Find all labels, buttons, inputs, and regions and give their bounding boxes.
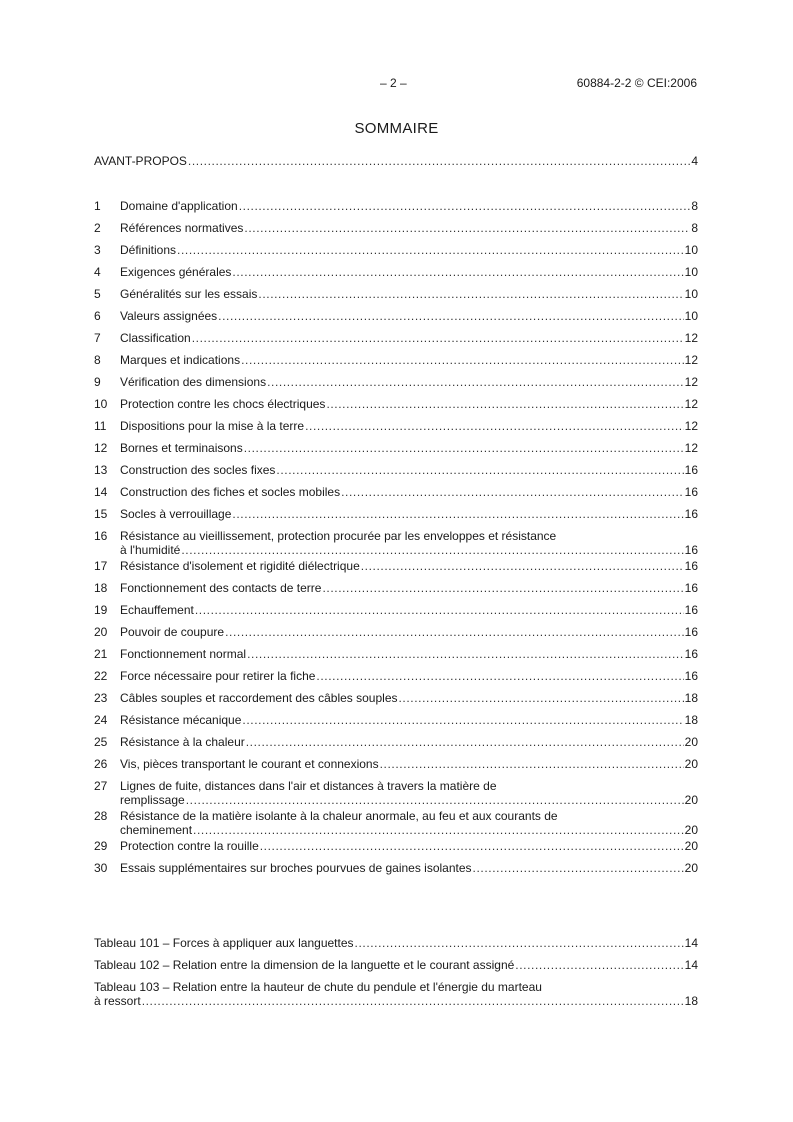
toc-entry-label-line1: Résistance au vieillissement, protection procurée par les enveloppes et résistance [120,529,557,543]
clause-number: 18 [94,581,108,595]
clause-number: 3 [94,243,101,257]
clause-number: 15 [94,507,108,521]
toc-entry-page: 16 [684,559,698,573]
toc-entry-label: Fonctionnement des contacts de terre [120,581,322,595]
dot-leader [515,958,683,972]
toc-entry[interactable] [94,600,698,622]
toc-entry[interactable] [94,151,698,173]
toc-entry-label: remplissage [120,793,185,807]
dot-leader [355,936,684,950]
toc-entry-label: à l'humidité [120,543,181,557]
toc-entry[interactable] [94,262,698,284]
clause-number: 9 [94,375,101,389]
toc-entry-label-line1: Lignes de fuite, distances dans l'air et distances à travers la matière de [120,779,497,793]
toc-entry-page: 20 [684,861,698,875]
toc-entry-page: 10 [684,287,698,301]
dot-leader [316,669,683,683]
toc-entry-page: 10 [684,265,698,279]
toc-entry-page: 14 [684,936,698,950]
toc-entry-page: 16 [684,543,698,557]
clause-number: 28 [94,809,108,823]
clause-number: 10 [94,397,108,411]
toc-entry-page: 18 [684,994,698,1008]
dot-leader [326,397,683,411]
dot-leader [399,691,684,705]
toc-entry-page: 20 [684,735,698,749]
toc-entry-label: Résistance à la chaleur [120,735,245,749]
clause-number: 7 [94,331,101,345]
toc-entry[interactable] [94,666,698,688]
toc-entry[interactable] [94,526,698,556]
clause-number: 27 [94,779,108,793]
toc-entry[interactable] [94,556,698,578]
toc-entry-page: 12 [684,353,698,367]
clause-number: 29 [94,839,108,853]
dot-leader [218,309,683,323]
toc-entry[interactable] [94,504,698,526]
toc-entry-label: Références normatives [120,221,244,235]
toc-entry[interactable] [94,438,698,460]
toc-entry[interactable] [94,977,698,1007]
clause-number: 13 [94,463,108,477]
dot-leader [305,419,684,433]
clause-number: 1 [94,199,101,213]
toc-entry[interactable] [94,328,698,350]
toc-entry[interactable] [94,218,698,240]
toc-entry-label: Tableau 101 – Forces à appliquer aux languettes [94,936,354,950]
toc-entry[interactable] [94,306,698,328]
dot-leader [267,375,684,389]
toc-entry-page: 16 [684,463,698,477]
toc-entry-page: 12 [684,441,698,455]
toc-entry[interactable] [94,196,698,218]
toc-tables [94,933,698,1007]
dot-leader [247,647,684,661]
dot-leader [142,994,684,1008]
toc-entry-label: Marques et indications [120,353,241,367]
toc-entry[interactable] [94,933,698,955]
toc-entry-label: cheminement [120,823,193,837]
toc-entry-page: 4 [691,154,698,168]
toc-entry[interactable] [94,644,698,666]
toc-entry-page: 10 [684,243,698,257]
dot-leader [322,581,683,595]
page-number: – 2 – [380,76,407,90]
toc-entry[interactable] [94,578,698,600]
clause-number: 5 [94,287,101,301]
toc-entry-label: Domaine d'application [120,199,238,213]
dot-leader [225,625,684,639]
dot-leader [258,287,683,301]
toc-entry-page: 20 [684,823,698,837]
dot-leader [361,559,684,573]
toc-entry-label: Vérification des dimensions [120,375,267,389]
toc-entry-page: 16 [684,507,698,521]
toc-foreword[interactable] [94,151,698,173]
toc-entry-page: 16 [684,647,698,661]
toc-entry[interactable] [94,754,698,776]
toc-entry-page: 20 [684,757,698,771]
clause-number: 21 [94,647,108,661]
dot-leader [260,839,684,853]
toc-entry-page: 8 [691,199,698,213]
toc-entry[interactable] [94,858,698,880]
dot-leader [195,603,684,617]
toc-entry-page: 12 [684,397,698,411]
dot-leader [244,441,684,455]
toc-entry-label: Bornes et terminaisons [120,441,243,455]
page-header [0,76,793,92]
toc-entry[interactable] [94,710,698,732]
toc-entry[interactable] [94,732,698,754]
dot-leader [186,793,684,807]
clause-number: 6 [94,309,101,323]
clause-number: 20 [94,625,108,639]
toc-entry-page: 8 [691,221,698,235]
toc-entry[interactable] [94,482,698,504]
toc-entry-label: Valeurs assignées [120,309,218,323]
dot-leader [232,507,683,521]
toc-entry-label: Vis, pièces transportant le courant et connexions [120,757,379,771]
clause-number: 4 [94,265,101,279]
toc-entry-label: Protection contre la rouille [120,839,259,853]
dot-leader [473,861,684,875]
dot-leader [192,331,684,345]
toc-entry-label: Socles à verrouillage [120,507,232,521]
toc-entry-label: Tableau 102 – Relation entre la dimension de la languette et le courant assigné [94,958,515,972]
toc-entry-page: 16 [684,485,698,499]
toc-entry[interactable] [94,776,698,806]
dot-leader [193,823,684,837]
clause-number: 24 [94,713,108,727]
toc-entry-label: Résistance d'isolement et rigidité diélectrique [120,559,360,573]
clause-number: 19 [94,603,108,617]
dot-leader [246,735,684,749]
toc-entry-label: Classification [120,331,191,345]
page-title: SOMMAIRE [354,120,439,137]
clause-number: 16 [94,529,108,543]
toc-entry-page: 16 [684,669,698,683]
toc-entry-label: Dispositions pour la mise à la terre [120,419,305,433]
toc-entry-label: Construction des fiches et socles mobiles [120,485,341,499]
toc-entry-label: Définitions [120,243,177,257]
toc-entry-label-line1: Résistance de la matière isolante à la chaleur anormale, au feu et aux courants de [120,809,558,823]
toc-entry-label-line1: Tableau 103 – Relation entre la hauteur de chute du pendule et l'énergie du marteau [94,980,542,994]
toc-entry-page: 18 [684,691,698,705]
toc-entry[interactable] [94,416,698,438]
toc-entry-label: AVANT-PROPOS [94,154,187,168]
toc-entry[interactable] [94,284,698,306]
toc-entry-page: 18 [684,713,698,727]
dot-leader [244,221,690,235]
clause-number: 17 [94,559,108,573]
toc-entry-page: 20 [684,793,698,807]
toc-entry-page: 14 [684,958,698,972]
dot-leader [341,485,684,499]
toc-entry-page: 12 [684,375,698,389]
dot-leader [232,265,683,279]
toc-entry[interactable] [94,688,698,710]
standard-reference: 60884-2-2 © CEI:2006 [576,76,697,90]
toc-entry-label: Fonctionnement normal [120,647,247,661]
toc-entry-page: 16 [684,625,698,639]
toc-entry-label: à ressort [94,994,141,1008]
toc-entry[interactable] [94,836,698,858]
dot-leader [242,713,683,727]
toc-entry-page: 12 [684,331,698,345]
dot-leader [177,243,684,257]
toc-entry[interactable] [94,240,698,262]
toc-entry[interactable] [94,372,698,394]
toc-entry[interactable] [94,394,698,416]
toc-entry[interactable] [94,460,698,482]
clause-number: 30 [94,861,108,875]
toc-entry-label: Pouvoir de coupure [120,625,225,639]
toc-entry[interactable] [94,955,698,977]
toc-entry-page: 12 [684,419,698,433]
toc-entry-label: Echauffement [120,603,194,617]
clause-number: 12 [94,441,108,455]
toc-entry-label: Exigences générales [120,265,232,279]
toc-entry-page: 20 [684,839,698,853]
dot-leader [380,757,684,771]
dot-leader [241,353,684,367]
clause-number: 26 [94,757,108,771]
clause-number: 14 [94,485,108,499]
dot-leader [276,463,683,477]
clause-number: 2 [94,221,101,235]
toc-clauses [94,196,698,880]
clause-number: 25 [94,735,108,749]
clause-number: 11 [94,419,107,433]
dot-leader [181,543,683,557]
toc-entry-label: Force nécessaire pour retirer la fiche [120,669,316,683]
toc-entry-page: 16 [684,581,698,595]
toc-entry-page: 16 [684,603,698,617]
toc-entry-label: Résistance mécanique [120,713,242,727]
dot-leader [188,154,690,168]
toc-entry-label: Câbles souples et raccordement des câbles souples [120,691,398,705]
toc-entry-label: Construction des socles fixes [120,463,276,477]
toc-entry-page: 10 [684,309,698,323]
toc-entry[interactable] [94,350,698,372]
toc-entry[interactable] [94,806,698,836]
toc-entry[interactable] [94,622,698,644]
toc-entry-label: Protection contre les chocs électriques [120,397,326,411]
toc-entry-label: Généralités sur les essais [120,287,258,301]
clause-number: 23 [94,691,108,705]
clause-number: 22 [94,669,108,683]
dot-leader [239,199,691,213]
toc-entry-label: Essais supplémentaires sur broches pourvues de gaines isolantes [120,861,472,875]
clause-number: 8 [94,353,101,367]
